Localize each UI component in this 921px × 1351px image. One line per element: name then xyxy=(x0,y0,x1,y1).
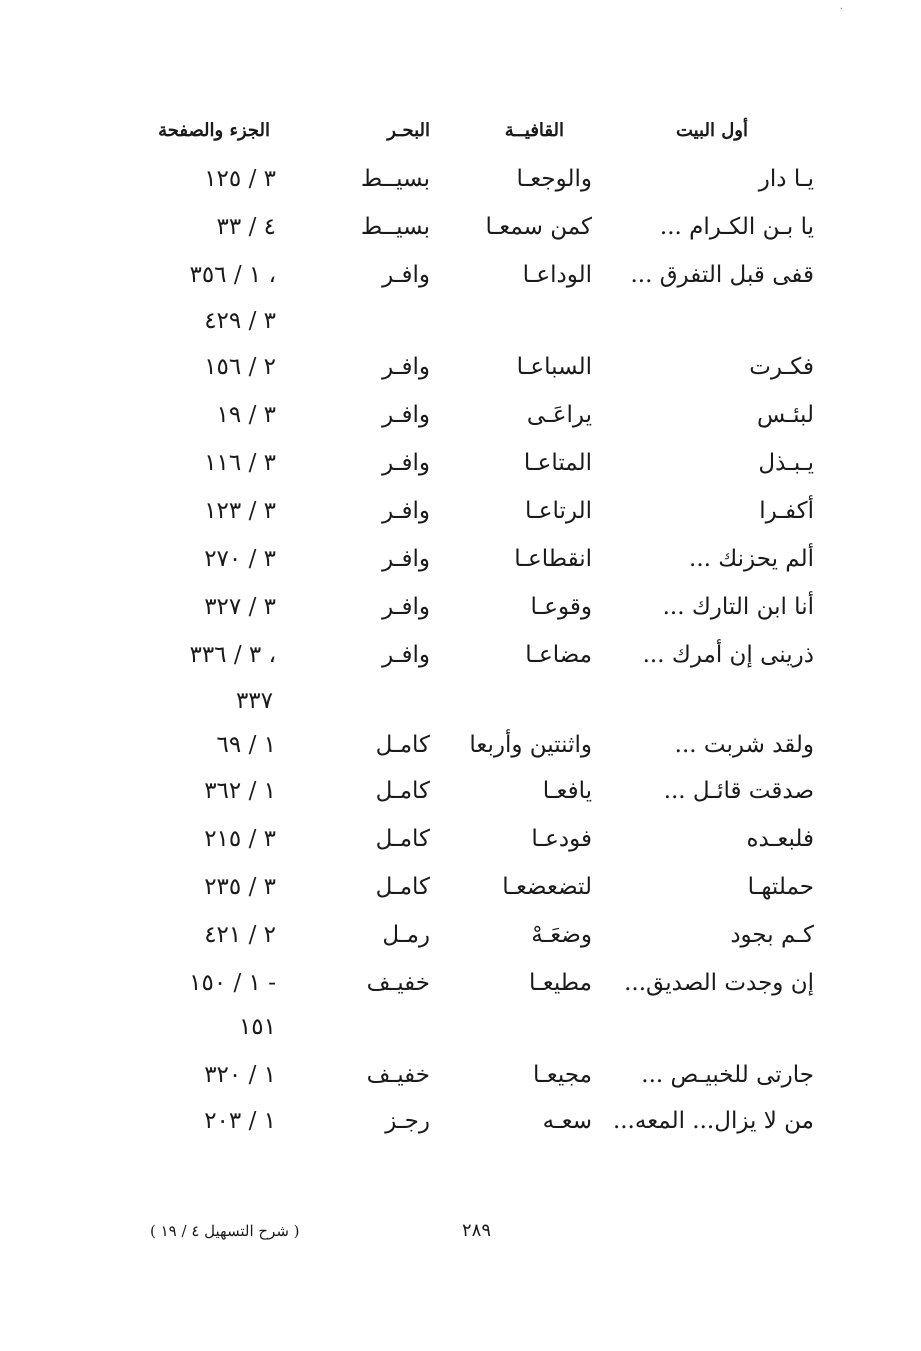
table-row xyxy=(0,874,921,914)
volume-page: ١ / ٦٩ xyxy=(216,732,276,758)
meter: وافـر xyxy=(382,546,430,572)
first-verse: ذرينى إن أمرك ... xyxy=(642,642,814,668)
volume-page: ٣٣٧ xyxy=(235,688,273,714)
first-verse: فلبعـده xyxy=(746,826,814,852)
first-verse: يا بـن الكـرام ... xyxy=(659,214,814,240)
rhyme: وضعَـهْ xyxy=(531,922,592,948)
rhyme: الرتاعـا xyxy=(525,498,592,524)
first-verse: يـبـذل xyxy=(758,450,814,476)
volume-page: ٣ / ٢٣٥ xyxy=(204,874,276,900)
table-row xyxy=(0,1108,921,1148)
table-row xyxy=(0,594,921,634)
volume-page: ١٥١ xyxy=(238,1014,276,1040)
volume-page: ٤ / ٣٣ xyxy=(216,214,276,240)
meter: كامـل xyxy=(375,826,430,852)
first-verse: ألم يحزنك ... xyxy=(689,546,814,572)
rhyme: سعـه xyxy=(542,1108,592,1134)
meter: رجـز xyxy=(385,1108,430,1134)
rhyme: المتاعـا xyxy=(523,450,592,476)
meter: وافـر xyxy=(382,498,430,524)
table-row xyxy=(0,498,921,538)
page-number: ٢٨٩ xyxy=(462,1220,492,1241)
table-row xyxy=(0,642,921,682)
meter: وافـر xyxy=(382,450,430,476)
volume-page: ٣ / ١٩ xyxy=(216,402,276,428)
volume-page: ٣ / ١٢٣ xyxy=(204,498,276,524)
first-verse: جارتى للخبيـص ... xyxy=(641,1062,814,1088)
table-row xyxy=(0,1062,921,1102)
volume-page: ١ / ١٥٠ - xyxy=(189,970,276,996)
volume-page: ٣ / ٤٢٩ xyxy=(204,308,276,334)
volume-page: ٣ / ٣٢٧ xyxy=(204,594,276,620)
volume-page: ٢ / ١٥٦ xyxy=(204,354,276,380)
header-first-verse: أول البيت xyxy=(675,120,748,141)
table-row xyxy=(0,450,921,490)
footer-source: ( شرح التسهيل ٤ / ١٩ ) xyxy=(150,1222,300,1240)
header-volume-page: الجزء والصفحة xyxy=(158,120,270,141)
first-verse: حملتهـا xyxy=(747,874,814,900)
first-verse: صدقت قائـل ... xyxy=(663,778,814,804)
table-header xyxy=(0,120,921,160)
table-row-continuation xyxy=(0,308,921,348)
rhyme: لتضعضعـا xyxy=(502,874,592,900)
rhyme: واثنتين وأربعا xyxy=(469,732,592,758)
rhyme: مطيعـا xyxy=(529,970,592,996)
header-rhyme: القافيــة xyxy=(504,120,564,141)
table-row-continuation xyxy=(0,1014,921,1054)
meter: بسيــط xyxy=(360,166,430,192)
meter: بسيــط xyxy=(360,214,430,240)
first-verse: قفى قبل التفرق ... xyxy=(630,262,814,288)
volume-page: ٣ / ١٢٥ xyxy=(204,166,276,192)
volume-page: ٣ / ١١٦ xyxy=(204,450,276,476)
first-verse: ولقد شربت ... xyxy=(674,732,814,758)
meter: كامـل xyxy=(375,874,430,900)
table-row-continuation xyxy=(0,688,921,728)
meter: كامـل xyxy=(375,732,430,758)
first-verse: أنا ابن التارك ... xyxy=(662,594,814,620)
table-row xyxy=(0,166,921,206)
volume-page: ١ / ٣٦٢ xyxy=(204,778,276,804)
volume-page: ١ / ٣٢٠ xyxy=(204,1062,276,1088)
first-verse: أكفـرا xyxy=(759,498,814,524)
first-verse: لبئـس xyxy=(757,402,814,428)
rhyme: مضاعـا xyxy=(525,642,592,668)
scan-mark: · xyxy=(839,4,843,15)
table-row xyxy=(0,262,921,302)
volume-page: ١ / ٣٥٦ ، xyxy=(189,262,276,288)
rhyme: كمن سمعـا xyxy=(485,214,592,240)
volume-page: ٣ / ٢٧٠ xyxy=(204,546,276,572)
rhyme: انقطاعـا xyxy=(514,546,592,572)
first-verse: كـم بجود xyxy=(730,922,814,948)
first-verse: إن وجدت الصديق... xyxy=(624,970,814,996)
table-row xyxy=(0,922,921,962)
volume-page: ٣ / ٣٣٦ ، xyxy=(189,642,276,668)
rhyme: وقوعـا xyxy=(530,594,592,620)
table-row xyxy=(0,778,921,818)
table-row xyxy=(0,970,921,1010)
rhyme: يراعَـى xyxy=(526,402,592,428)
first-verse: فكـرت xyxy=(749,354,814,380)
meter: وافـر xyxy=(382,402,430,428)
rhyme: مجيعـا xyxy=(533,1062,592,1088)
table-row xyxy=(0,354,921,394)
rhyme: فودعـا xyxy=(531,826,592,852)
header-meter: البحـر xyxy=(387,120,430,141)
meter: وافـر xyxy=(382,354,430,380)
meter: خفيـف xyxy=(366,1062,430,1088)
volume-page: ٣ / ٢١٥ xyxy=(204,826,276,852)
meter: وافـر xyxy=(382,262,430,288)
table-row xyxy=(0,826,921,866)
table-row xyxy=(0,402,921,442)
first-verse: يـا دار xyxy=(758,166,814,192)
first-verse: من لا يزال... المعه... xyxy=(612,1108,814,1134)
meter: رمـل xyxy=(382,922,430,948)
rhyme: الوداعـا xyxy=(522,262,592,288)
volume-page: ٢ / ٤٢١ xyxy=(204,922,276,948)
table-row xyxy=(0,214,921,254)
meter: كامـل xyxy=(375,778,430,804)
volume-page: ١ / ٢٠٣ xyxy=(204,1108,276,1134)
meter: وافـر xyxy=(382,594,430,620)
table-row xyxy=(0,732,921,772)
rhyme: السباعـا xyxy=(516,354,592,380)
meter: وافـر xyxy=(382,642,430,668)
meter: خفيـف xyxy=(366,970,430,996)
rhyme: والوجعـا xyxy=(516,166,592,192)
table-row xyxy=(0,546,921,586)
rhyme: يافعـا xyxy=(542,778,592,804)
